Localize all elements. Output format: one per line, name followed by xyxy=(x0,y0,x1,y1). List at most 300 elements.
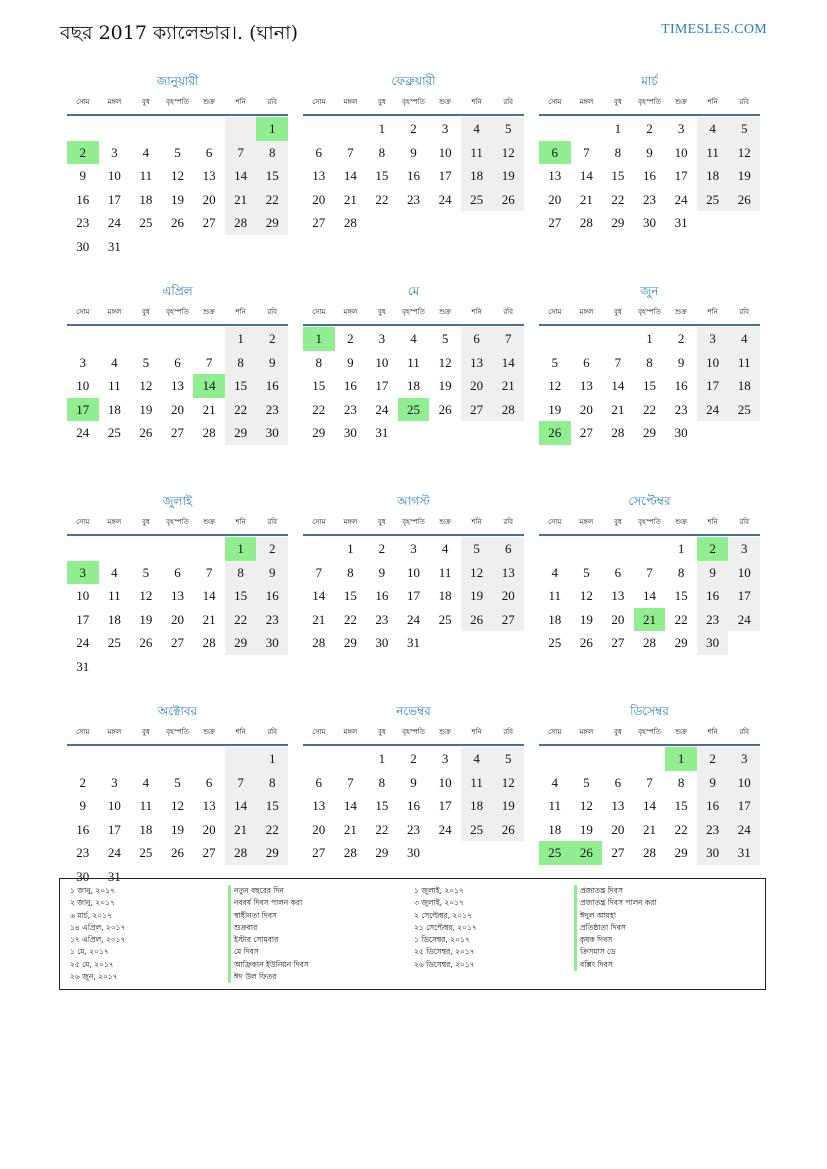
weekday-header xyxy=(539,510,760,536)
day-cell: 15 xyxy=(611,168,625,184)
day-cell: 22 xyxy=(343,611,357,627)
day-cell: 19 xyxy=(438,378,452,394)
empty-day-cell xyxy=(429,841,461,865)
day-cell: 27 xyxy=(170,425,184,441)
day-cell: 10 xyxy=(728,561,760,585)
day-cell: 18 xyxy=(461,164,493,188)
day-cell: 28 xyxy=(312,635,326,651)
empty-day-cell xyxy=(697,421,729,445)
day-cell: 28 xyxy=(611,425,625,441)
holiday-date: ২৫ মে, ২০১৭ xyxy=(70,959,114,969)
day-cell: 16 xyxy=(697,794,729,818)
day-cell: 24 xyxy=(697,398,729,422)
month-block xyxy=(539,72,760,282)
day-cell: 14 xyxy=(225,164,257,188)
day-cell: 11 xyxy=(548,588,562,604)
empty-day-cell xyxy=(225,655,257,679)
day-cell: 8 xyxy=(256,771,288,795)
day-cell: 3 xyxy=(111,144,118,160)
weekday-label: শুক্র xyxy=(675,308,687,316)
site-link[interactable]: TIMESLES.COM xyxy=(661,22,767,37)
day-cell: 19 xyxy=(548,401,562,417)
empty-day-cell xyxy=(303,747,335,771)
day-cell: 20 xyxy=(611,611,625,627)
weekday-label: বৃহস্পতি xyxy=(638,308,661,316)
day-cell: 19 xyxy=(579,611,593,627)
weekday-label: সোম xyxy=(548,98,562,106)
day-cell: 9 xyxy=(79,168,87,184)
weekday-label: মঙ্গল xyxy=(343,98,358,106)
day-cell: 6 xyxy=(205,144,213,160)
day-cell: 30 xyxy=(642,215,656,231)
day-cell: 11 xyxy=(548,798,562,814)
day-cell: 18 xyxy=(438,588,452,604)
holiday-name: কৃষক দিবস xyxy=(574,934,657,946)
day-grid xyxy=(539,327,760,445)
day-cell: 5 xyxy=(492,117,524,141)
day-cell: 8 xyxy=(614,144,622,160)
holiday-name: বক্সিং দিবস xyxy=(574,959,657,971)
holiday-name: প্রজাতন্ত্র দিবস পালন করা xyxy=(574,897,657,909)
day-cell: 3 xyxy=(441,121,449,136)
day-cell: 16 xyxy=(406,168,420,184)
day-cell: 30 xyxy=(406,845,420,861)
empty-day-cell xyxy=(193,537,225,561)
empty-day-cell xyxy=(634,537,666,561)
day-cell: 10 xyxy=(438,774,452,790)
weekday-label: বুধ xyxy=(142,518,150,526)
empty-day-cell xyxy=(492,211,524,235)
day-grid xyxy=(539,117,760,235)
day-cell: 27 xyxy=(492,608,524,632)
day-cell: 26 xyxy=(539,421,571,445)
day-cell: 3 xyxy=(677,121,685,136)
day-cell: 14 xyxy=(343,168,357,184)
day-cell: 7 xyxy=(583,144,590,160)
day-cell: 19 xyxy=(728,164,760,188)
empty-day-cell xyxy=(162,655,194,679)
weekday-label: সোম xyxy=(76,728,90,736)
day-cell: 29 xyxy=(674,845,688,861)
empty-day-cell xyxy=(697,211,729,235)
day-cell: 15 xyxy=(674,588,688,604)
day-cell: 17 xyxy=(107,821,121,837)
day-cell: 7 xyxy=(646,564,653,580)
weekday-label: রবি xyxy=(267,98,278,106)
day-cell: 13 xyxy=(611,798,625,814)
day-cell: 4 xyxy=(551,774,559,790)
holiday-date: ১ জানু, ২০১৭ xyxy=(70,886,115,895)
day-cell: 7 xyxy=(492,327,524,351)
day-cell: 1 xyxy=(303,327,335,351)
weekday-label: শুক্র xyxy=(675,98,687,106)
day-cell: 23 xyxy=(256,398,288,422)
holiday-legend xyxy=(59,878,766,990)
day-cell: 3 xyxy=(79,354,87,370)
weekday-label: সোম xyxy=(312,728,326,736)
empty-day-cell xyxy=(539,537,571,561)
weekday-header xyxy=(539,90,760,116)
day-cell: 1 xyxy=(378,121,386,136)
day-grid xyxy=(303,747,524,865)
day-cell: 19 xyxy=(579,821,593,837)
day-cell: 20 xyxy=(579,401,593,417)
month-name: জুলাই xyxy=(162,494,193,508)
day-cell: 5 xyxy=(551,354,559,370)
day-cell: 12 xyxy=(139,588,153,604)
holiday-dates-left xyxy=(70,885,125,983)
weekday-label: বুধ xyxy=(378,98,386,106)
holiday-date: ২১ সেপ্টেম্বর, ২০১৭ xyxy=(414,922,477,932)
day-cell: 31 xyxy=(728,841,760,865)
holiday-name: স্বাধীনতা দিবস xyxy=(228,910,309,922)
day-cell: 15 xyxy=(642,378,656,394)
holiday-date: ১৪ এপ্রিল, ২০১৭ xyxy=(70,922,126,932)
day-cell: 6 xyxy=(315,144,323,160)
day-grid xyxy=(539,747,760,865)
day-cell: 27 xyxy=(202,215,216,231)
weekday-label: বুধ xyxy=(614,518,622,526)
day-cell: 31 xyxy=(674,215,688,231)
weekday-label: শুক্র xyxy=(203,308,215,316)
empty-day-cell xyxy=(130,655,162,679)
empty-day-cell xyxy=(398,211,430,235)
day-cell: 6 xyxy=(492,537,524,561)
weekday-label: শনি xyxy=(235,518,246,526)
day-cell: 27 xyxy=(548,215,562,231)
weekday-label: মঙ্গল xyxy=(579,98,594,106)
day-cell: 9 xyxy=(79,798,87,814)
empty-day-cell xyxy=(99,537,131,561)
day-cell: 6 xyxy=(614,774,622,790)
empty-day-cell xyxy=(602,537,634,561)
day-cell: 22 xyxy=(256,188,288,212)
day-grid xyxy=(303,327,524,445)
weekday-label: মঙ্গল xyxy=(107,728,122,736)
day-grid xyxy=(67,747,288,889)
day-cell: 3 xyxy=(697,327,729,351)
weekday-label: মঙ্গল xyxy=(343,728,358,736)
day-cell: 15 xyxy=(375,798,389,814)
empty-day-cell xyxy=(225,747,257,771)
day-cell: 3 xyxy=(67,561,99,585)
empty-day-cell xyxy=(571,117,603,141)
empty-day-cell xyxy=(728,421,760,445)
holiday-name: মে দিবস xyxy=(228,946,309,958)
empty-day-cell xyxy=(461,841,493,865)
empty-day-cell xyxy=(162,327,194,351)
empty-day-cell xyxy=(461,211,493,235)
day-cell: 1 xyxy=(665,747,697,771)
day-cell: 18 xyxy=(107,611,121,627)
day-cell: 7 xyxy=(205,354,213,370)
weekday-label: রবি xyxy=(503,98,514,106)
day-cell: 17 xyxy=(67,398,99,422)
day-cell: 25 xyxy=(139,845,153,861)
day-cell: 4 xyxy=(697,117,729,141)
day-cell: 11 xyxy=(108,588,121,604)
day-cell: 15 xyxy=(343,588,357,604)
month-block xyxy=(303,492,524,702)
weekday-label: বৃহস্পতি xyxy=(638,728,661,736)
holiday-name: নববর্ষ দিবস পালন করা xyxy=(228,897,309,909)
day-cell: 5 xyxy=(174,774,181,790)
day-cell: 17 xyxy=(406,588,420,604)
day-cell: 21 xyxy=(634,608,666,632)
day-cell: 22 xyxy=(256,818,288,842)
day-cell: 7 xyxy=(225,771,257,795)
day-cell: 25 xyxy=(697,188,729,212)
day-cell: 13 xyxy=(170,588,184,604)
empty-day-cell xyxy=(429,631,461,655)
weekday-label: বৃহস্পতি xyxy=(402,98,425,106)
day-cell: 21 xyxy=(642,821,656,837)
day-cell: 23 xyxy=(375,611,389,627)
day-cell: 8 xyxy=(677,774,685,790)
day-cell: 11 xyxy=(139,168,153,184)
day-cell: 10 xyxy=(674,144,688,160)
weekday-label: বৃহস্পতি xyxy=(402,308,425,316)
weekday-label: রবি xyxy=(739,98,750,106)
weekday-label: বুধ xyxy=(142,308,150,316)
holiday-name: ইস্টার সোমবার xyxy=(228,934,309,946)
day-cell: 29 xyxy=(256,841,288,865)
day-cell: 5 xyxy=(461,537,493,561)
weekday-label: মঙ্গল xyxy=(107,518,122,526)
day-cell: 10 xyxy=(438,144,452,160)
weekday-header xyxy=(539,300,760,326)
weekday-label: সোম xyxy=(76,308,90,316)
weekday-header xyxy=(303,510,524,536)
day-cell: 2 xyxy=(378,541,386,556)
day-cell: 24 xyxy=(728,608,760,632)
holiday-date: ২৫ ডিসেম্বর, ২০১৭ xyxy=(414,947,475,957)
weekday-label: মঙ্গল xyxy=(579,308,594,316)
empty-day-cell xyxy=(366,211,398,235)
day-cell: 17 xyxy=(76,611,90,627)
weekday-header xyxy=(67,720,288,746)
month-block xyxy=(303,72,524,282)
empty-day-cell xyxy=(303,117,335,141)
day-cell: 12 xyxy=(728,141,760,165)
day-cell: 7 xyxy=(347,144,354,160)
empty-day-cell xyxy=(162,537,194,561)
day-cell: 2 xyxy=(697,537,729,561)
weekday-label: বুধ xyxy=(614,98,622,106)
empty-day-cell xyxy=(67,327,99,351)
day-cell: 31 xyxy=(107,238,121,254)
holiday-names-left xyxy=(228,885,309,983)
day-cell: 13 xyxy=(312,798,326,814)
empty-day-cell xyxy=(492,421,524,445)
day-cell: 5 xyxy=(441,331,449,346)
day-cell: 30 xyxy=(674,425,688,441)
weekday-label: সোম xyxy=(312,308,326,316)
month-block xyxy=(303,282,524,492)
day-cell: 8 xyxy=(347,564,354,580)
day-cell: 10 xyxy=(728,771,760,795)
day-cell: 22 xyxy=(375,191,389,207)
day-cell: 18 xyxy=(406,378,420,394)
day-cell: 14 xyxy=(225,794,257,818)
day-cell: 1 xyxy=(256,117,288,141)
day-cell: 18 xyxy=(728,374,760,398)
weekday-label: শনি xyxy=(235,728,246,736)
day-cell: 2 xyxy=(410,751,417,766)
day-cell: 16 xyxy=(406,798,420,814)
day-cell: 29 xyxy=(375,845,389,861)
day-cell: 6 xyxy=(583,354,590,370)
day-cell: 21 xyxy=(343,821,357,837)
weekday-label: সোম xyxy=(312,98,326,106)
day-cell: 18 xyxy=(139,821,153,837)
day-cell: 30 xyxy=(375,635,389,651)
day-cell: 14 xyxy=(202,588,216,604)
weekday-label: শনি xyxy=(471,308,482,316)
day-cell: 30 xyxy=(256,631,288,655)
day-cell: 21 xyxy=(343,191,357,207)
day-cell: 24 xyxy=(438,821,452,837)
weekday-label: মঙ্গল xyxy=(579,728,594,736)
empty-day-cell xyxy=(492,841,524,865)
day-cell: 21 xyxy=(579,191,593,207)
weekday-label: বুধ xyxy=(378,728,386,736)
empty-day-cell xyxy=(99,117,131,141)
day-cell: 12 xyxy=(170,798,184,814)
weekday-label: রবি xyxy=(503,518,514,526)
weekday-label: শুক্র xyxy=(203,728,215,736)
day-cell: 16 xyxy=(343,378,357,394)
day-cell: 24 xyxy=(107,845,121,861)
day-cell: 3 xyxy=(410,541,417,556)
day-cell: 4 xyxy=(441,541,449,556)
weekday-label: শনি xyxy=(235,98,246,106)
day-cell: 8 xyxy=(677,564,685,580)
day-cell: 5 xyxy=(728,117,760,141)
weekday-label: সোম xyxy=(548,728,562,736)
holiday-date: ২৬ জুন, ২০১৭ xyxy=(70,972,118,982)
day-cell: 28 xyxy=(343,215,357,231)
day-cell: 19 xyxy=(461,584,493,608)
holiday-date: ১ ডিসেম্বর, ২০১৭ xyxy=(414,935,470,945)
day-cell: 31 xyxy=(107,868,121,884)
month-block xyxy=(67,282,288,492)
day-cell: 30 xyxy=(697,631,729,655)
month-name: নভেম্বর xyxy=(396,704,431,718)
day-cell: 5 xyxy=(142,564,150,580)
day-cell: 13 xyxy=(312,168,326,184)
day-cell: 11 xyxy=(438,564,452,580)
day-cell: 9 xyxy=(410,144,417,160)
empty-day-cell xyxy=(67,117,99,141)
day-cell: 9 xyxy=(697,771,729,795)
day-cell: 6 xyxy=(539,141,571,165)
day-cell: 6 xyxy=(205,774,213,790)
day-cell: 26 xyxy=(579,635,593,651)
empty-day-cell xyxy=(193,655,225,679)
day-cell: 14 xyxy=(312,588,326,604)
day-cell: 10 xyxy=(375,354,389,370)
day-cell: 27 xyxy=(579,425,593,441)
day-cell: 23 xyxy=(642,191,656,207)
day-cell: 30 xyxy=(256,421,288,445)
day-cell: 4 xyxy=(728,327,760,351)
day-cell: 24 xyxy=(406,611,420,627)
weekday-label: বৃহস্পতি xyxy=(402,728,425,736)
day-cell: 30 xyxy=(76,868,90,884)
day-cell: 25 xyxy=(107,635,121,651)
empty-day-cell xyxy=(461,421,493,445)
month-name: মার্চ xyxy=(641,74,658,88)
day-cell: 13 xyxy=(548,168,562,184)
day-cell: 15 xyxy=(674,798,688,814)
day-cell: 28 xyxy=(225,841,257,865)
day-cell: 29 xyxy=(343,635,357,651)
day-cell: 29 xyxy=(642,425,656,441)
day-cell: 27 xyxy=(202,845,216,861)
day-cell: 29 xyxy=(674,635,688,651)
empty-day-cell xyxy=(539,327,571,351)
day-cell: 11 xyxy=(108,378,121,394)
empty-day-cell xyxy=(162,747,194,771)
day-cell: 16 xyxy=(697,584,729,608)
day-cell: 27 xyxy=(312,215,326,231)
day-cell: 15 xyxy=(256,794,288,818)
empty-day-cell xyxy=(539,117,571,141)
weekday-label: সোম xyxy=(76,518,90,526)
holiday-dates-right xyxy=(414,885,477,971)
day-cell: 20 xyxy=(202,191,216,207)
day-cell: 27 xyxy=(461,398,493,422)
weekday-label: শুক্র xyxy=(439,518,451,526)
weekday-label: শনি xyxy=(707,518,718,526)
weekday-header xyxy=(303,720,524,746)
weekday-label: মঙ্গল xyxy=(343,308,358,316)
day-cell: 24 xyxy=(76,635,90,651)
month-name: অক্টোবর xyxy=(157,704,198,718)
day-cell: 5 xyxy=(174,144,181,160)
day-cell: 26 xyxy=(492,188,524,212)
day-cell: 20 xyxy=(170,401,184,417)
day-cell: 22 xyxy=(611,191,625,207)
day-cell: 30 xyxy=(343,425,357,441)
day-cell: 19 xyxy=(139,401,153,417)
day-cell: 30 xyxy=(697,841,729,865)
day-cell: 16 xyxy=(76,821,90,837)
day-cell: 23 xyxy=(697,608,729,632)
day-cell: 5 xyxy=(583,564,590,580)
day-cell: 23 xyxy=(343,401,357,417)
holiday-name: আফ্রিকান ইউনিয়ন দিবস xyxy=(228,959,309,971)
day-cell: 28 xyxy=(343,845,357,861)
empty-day-cell xyxy=(193,235,225,259)
day-cell: 2 xyxy=(347,331,354,346)
empty-day-cell xyxy=(335,117,367,141)
weekday-label: বৃহস্পতি xyxy=(166,308,189,316)
day-cell: 26 xyxy=(438,401,452,417)
day-cell: 11 xyxy=(461,771,493,795)
day-cell: 9 xyxy=(646,144,653,160)
weekday-label: বৃহস্পতি xyxy=(166,728,189,736)
day-cell: 8 xyxy=(315,354,323,370)
weekday-label: সোম xyxy=(548,308,562,316)
day-cell: 24 xyxy=(76,425,90,441)
holiday-name: ঈদ উল ফিতর xyxy=(228,971,309,983)
day-cell: 17 xyxy=(728,584,760,608)
day-cell: 25 xyxy=(398,398,430,422)
day-cell: 27 xyxy=(611,635,625,651)
weekday-label: বুধ xyxy=(378,308,386,316)
